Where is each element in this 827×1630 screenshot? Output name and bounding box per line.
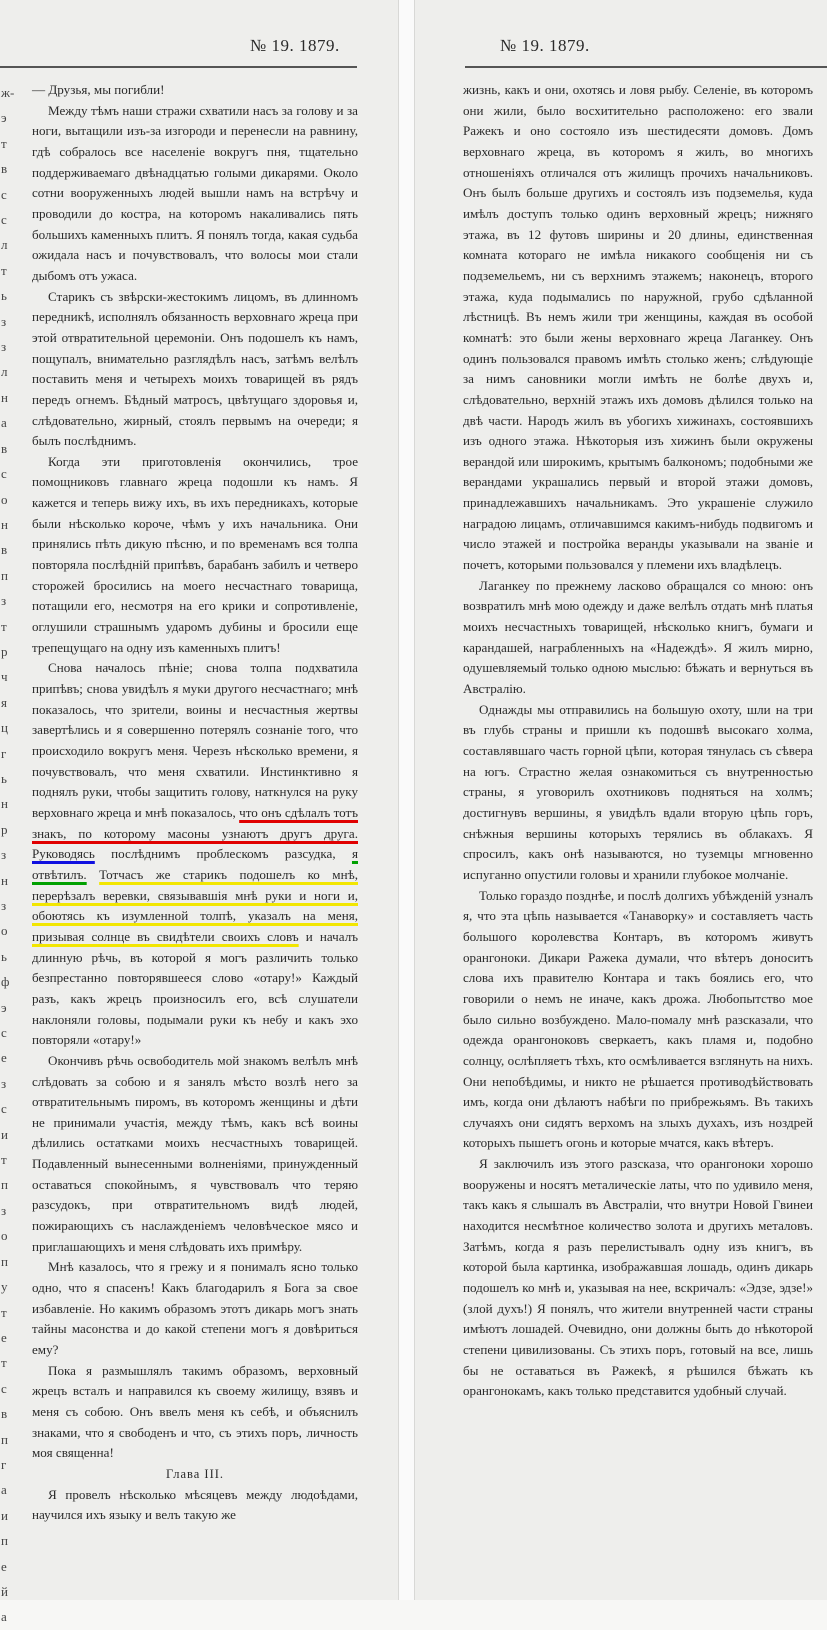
margin-letter: с [1, 186, 7, 202]
header-rule [0, 66, 357, 68]
margin-letter: и [1, 1126, 8, 1142]
page-gutter [398, 0, 415, 1600]
text-span: Снова началось пѣніе; снова толпа подхватила припѣвъ; снова увидѣлъ я муки другого несчастнаго; мнѣ показалось, что зрители, воины и несчастныя жертвы завертѣлись и я совершенно потерялъ сознаніе того, что происходило вокругъ меня. Черезъ нѣсколько времени, я почувствовалъ, что меня схватили. Инстинктивно я поднялъ руки, чтобы защитить голову, наткнулся на руку верховнаго жреца и мнѣ показалось, [32, 660, 358, 820]
right-page [415, 0, 827, 1600]
margin-letter: з [1, 339, 7, 355]
margin-letter: п [1, 1253, 8, 1269]
paragraph: Пока я размышлялъ такимъ образомъ, верховный жрецъ всталъ и направился къ своему жилищу, взявъ и меня съ собою. Онъ ввелъ меня къ себѣ, и объяснилъ знаками, что я свободенъ и что, съ этихъ поръ, личность моя священна! [32, 1362, 358, 1461]
margin-letter: т [1, 618, 7, 634]
paragraph: Между тѣмъ наши стражи схватили насъ за голову и за ноги, вытащили изъ-за изгороди и перенесли на равнину, гдѣ собралось все населеніе вокругъ пня, тщательно поддерживаемаго двѣнадцатью голыми дикарями. Около сотни вооруженныхъ людей вышли намъ на встрѣчу и проводили до костра, на которомъ накаливались пять большихъ каменныхъ плитъ. Я понялъ тогда, какая судьба ожидала насъ и почувствовалъ, что волосы мои стали дыбомъ отъ ужаса. [32, 102, 358, 283]
margin-letter: е [1, 1329, 7, 1345]
margin-letter: в [1, 1406, 8, 1422]
margin-letter: т [1, 1304, 7, 1320]
left-text-column [32, 80, 358, 1526]
header-rule [465, 66, 827, 68]
margin-letter: п [1, 1177, 8, 1193]
margin-letter: п [1, 1431, 8, 1447]
blue-underlined-word: Руководясь [32, 846, 95, 862]
margin-letter: э [1, 110, 7, 126]
left-page [0, 0, 398, 1625]
text-span [87, 867, 99, 882]
margin-letter: с [1, 1380, 7, 1396]
margin-letter: о [1, 491, 8, 507]
margin-letter: ь [1, 770, 7, 786]
paragraph: Мнѣ казалось, что я грежу и я понималъ ясно только одно, что я спасенъ! Какъ благодарилъ я Бога за свое избавленіе. Но какимъ образомъ этотъ дикарь могъ знать тайны масонства и до какой степени могъ я довѣриться ему? [32, 1259, 358, 1358]
margin-letter: с [1, 1025, 7, 1041]
margin-letter: с [1, 1101, 7, 1117]
paragraph: Старикъ съ звѣрски-жестокимъ лицомъ, въ длинномъ передникѣ, исполнялъ обязанность верховнаго жреца при этой отвратительной церемоніи. Онъ подошелъ къ намъ, пощупалъ, внимательно разглядѣлъ насъ, затѣмъ велѣлъ поставить меня и четырехъ моихъ товарищей въ рядъ передъ огнемъ. Бѣдный матросъ, цвѣтущаго здоровья и, слѣдовательно, жирный, стоялъ первымъ на очереди; я былъ послѣднимъ. [32, 288, 358, 449]
margin-letter: п [1, 567, 8, 583]
right-text-column [463, 80, 813, 1402]
margin-letter: з [1, 898, 7, 913]
page-header-issue: № 19. 1879. [250, 36, 340, 55]
margin-letters-cut-off [1, 80, 15, 1630]
margin-letter: е [1, 1558, 7, 1574]
page-header-issue: № 19. 1879. [500, 36, 590, 55]
margin-letter: р [1, 821, 8, 837]
margin-letter: с [1, 212, 7, 228]
paragraph: Я заключилъ изъ этого разсказа, что орангоноки хорошо вооружены и носятъ металическіе латы, что по удивило меня, такъ какъ я слышалъ въ Австраліи, что внутри Новой Гвинеи находится несмѣтное количество золота и другихъ металовъ. Затѣмъ, когда я разъ перелистывалъ одну изъ книгъ, въ которой была картинка, изображавшая лошадь, одинъ дикарь подошелъ ко мнѣ и, указывая на нее, вскричалъ: «Эдзе, эдзе!» (злой духъ!) Я понялъ, что жители внутренней части страны имѣютъ лошадей. Очевидно, они должны быть до нѣкоторой степени цивилизованы. Съ этихъ поръ, готовый на все, лишь бы не оставаться въ Ражекѣ, я рѣшился бѣжать къ орангонокамъ, какъ только представится удобный случай. [463, 1156, 813, 1399]
margin-letter: о [1, 1228, 8, 1244]
paragraph-annotated [32, 658, 358, 1050]
margin-letter: з [1, 1075, 7, 1091]
margin-letter: г [1, 1456, 7, 1472]
margin-letter: н [1, 516, 8, 532]
margin-letter: ж- [1, 85, 15, 100]
margin-letter: я [1, 694, 7, 710]
paragraph: — Друзья, мы погибли! [32, 82, 165, 97]
margin-letter: ь [1, 948, 7, 964]
margin-letter: а [1, 1609, 7, 1625]
paragraph: Однажды мы отправились на большую охоту, шли на три въ глубь страны и пришли къ подошвѣ высокаго холма, составлявшаго часть горной цѣпи, которая тянулась съ сѣвера на югъ. Страстно желая ознакомиться съ внутренностью страны, я уговорилъ охотниковъ подняться на холмъ; достигнувъ вершины, я увидѣлъ вдали вторую цѣпь горъ, снѣжныя вершины которыхъ терялись въ облакахъ. Я спросилъ, какъ онѣ называются, но туземцы мгновенно испуганно опустили головы и хранили глубокое молчаніе. [463, 701, 813, 882]
margin-letter: е [1, 1050, 7, 1066]
red-underlined-phrase: что онъ сдѣлалъ тотъ знакъ, по которому масоны узнаютъ другъ друга. [32, 804, 358, 841]
paragraph: Только гораздо позднѣе, и послѣ долгихъ убѣжденій узналъ я, что эта цѣпь называется «Танаворку» и составляетъ часть большого королевства Контаръ, въ которомъ живутъ орангоноки. Дикари Ражека думали, что вѣтеръ доноситъ слова ихъ правителю Контара и такъ боялись его, что говорили о немъ не иначе, какъ дрожа. Любопытство мое было сильно возбуждено. Мало-помалу мнѣ разсказали, что одежда орангоноковъ сверкаетъ, какъ пламя и, подобно солнцу, ослѣпляетъ тѣхъ, кто осмѣливается взглянуть на нихъ. Они непобѣдимы, и никто не рѣшается противодѣйствовать имъ, когда они дѣлаютъ набѣги по прибрежьямъ. Въ такихъ случаяхъ они сидятъ верхомъ на злыхъ духахъ, изъ ноздрей которыхъ пышетъ огонь и которые мчатся, какъ вѣтеръ. [463, 887, 813, 1151]
margin-letter: т [1, 1152, 7, 1168]
margin-letter: а [1, 415, 7, 431]
green-underlined-phrase: я отвѣтилъ. [32, 846, 358, 882]
margin-letter: л [1, 237, 8, 253]
margin-letter: в [1, 542, 8, 558]
chapter-heading: Глава III. [165, 1466, 225, 1481]
margin-letter: з [1, 313, 7, 329]
margin-letter: с [1, 466, 7, 482]
paragraph: жизнь, какъ и они, охотясь и ловя рыбу. Селеніе, въ которомъ они жили, было восхитительно расположено: его звали Ражекъ и оно состояло изъ шестидесяти домовъ. Домъ верховнаго жреца, въ которомъ я жилъ, во многихъ отношеніяхъ отличался отъ жилищъ прочихъ начальниковъ. Онъ былъ больше другихъ и состоялъ изъ подземелья, куда имѣлъ доступъ только одинъ верховный жрецъ; нижняго этажа, въ 12 футовъ ширины и 20 длины, единственная комната котораго не имѣла никакого сообщенія ни съ подземельемъ, ни съ верхнимъ этажемъ; наконецъ, второго этажа, куда подымались по наружной, грубо сдѣланной лѣстницѣ. Въ немъ жили три женщины, каждая въ особой комнатѣ: это были жены верховнаго жреца Лаганкеу. Онъ одинъ пользовался правомъ имѣть столько женъ; слѣдующіе за нимъ сановники могли имѣть не болѣе двухъ и, слѣдовательно, верхній этажъ ихъ домовъ дѣлился только на двѣ части. Народъ жилъ въ убогихъ хижинахъ, состоявшихъ изъ одного этажа. Нѣкоторыя изъ хижинъ были окружены верандой или широкимъ, крытымъ балкономъ; подобными же верандами украшались первый и второй этажи домовъ, принадлежавшихъ начальникамъ. Это украшеніе служило наградою лицамъ, отличавшимся какимъ-нибудь подвигомъ и число этажей и постройка веранды указывали на званіе и почетъ, которыми пользовался у племени ихъ владѣлецъ. [463, 82, 813, 573]
paragraph: Когда эти приготовленія окончились, трое помощниковъ главнаго жреца подошли къ намъ. Я кажется и теперь вижу ихъ, въ ихъ передникахъ, которые были нѣсколько короче, чѣмъ у ихъ начальника. Они принялись пѣть дикую пѣсню, и по временамъ вся толпа повторяла послѣдній припѣвъ, барабанъ забилъ и четверо сторожей бросились на моего несчастнаго товарища, потащили его, несмотря на его крики и сопротивленіе, оглушили страшнымъ ударомъ дубины и бросили еще трепещущаго на одну изъ каменныхъ плитъ! [32, 453, 358, 655]
margin-letter: у [1, 1279, 8, 1295]
paragraph: Окончивъ рѣчь освободитель мой знакомъ велѣлъ мнѣ слѣдовать за собою и я занялъ мѣсто возлѣ него за отвратительнымъ пиромъ, въ которомъ женщины и дѣти не принимали участія, между тѣмъ, какъ всѣ воины дѣлились остатками моихъ несчастныхъ товарищей. Подавленный вынесенными волненіями, принужденный оставаться спокойнымъ, я чувствовалъ что теряю разсудокъ, при отвратительномъ видѣ людей, пожирающихъ съ наслажденіемъ человѣческое мясо и приглашающихъ и меня слѣдовать ихъ примѣру. [32, 1052, 358, 1254]
margin-letter: п [1, 1533, 8, 1549]
paragraph: Я провелъ нѣсколько мѣсяцевъ между людоѣдами, научился ихъ языку и велъ такую же [32, 1486, 358, 1523]
margin-letter: р [1, 643, 8, 659]
margin-letter: з [1, 593, 7, 609]
paragraph: Лаганкеу по прежнему ласково обращался со мною: онъ возвратилъ мнѣ мою одежду и даже велѣлъ отдать мнѣ платья моихъ несчастныхъ товарищей, нѣсколько книгъ, бумаги и карандашей, награбленныхъ на «Надеждѣ». Я жилъ мирно, одушевляемый только одною мыслью: бѣжать и вернуться въ Австралію. [463, 577, 813, 697]
margin-letter: з [1, 1202, 7, 1218]
margin-letter: в [1, 161, 8, 177]
margin-letter: й [1, 1583, 8, 1599]
margin-letter: в [1, 440, 8, 456]
margin-letter: г [1, 745, 7, 761]
margin-letter: ц [1, 720, 8, 736]
margin-letter: н [1, 389, 8, 405]
margin-letter: э [1, 999, 7, 1015]
margin-letter: а [1, 1482, 7, 1498]
margin-letter: н [1, 872, 8, 888]
margin-letter: з [1, 847, 7, 863]
margin-letter: ч [1, 669, 8, 685]
margin-letter: о [1, 923, 8, 939]
margin-letter: ф [1, 974, 10, 990]
margin-letter: л [1, 364, 8, 380]
margin-letter: н [1, 796, 8, 812]
text-span: и началъ длинную рѣчь, въ которой я могъ различить только безпрестанно повторявшееся слово «отару!» Каждый разъ, какъ жрецъ произносилъ его, всѣ слушатели наклоняли головы, подымали руки къ небу и какъ эхо повторяли «отару!» [32, 928, 358, 1048]
yellow-underlined-passage: Тотчасъ же старикъ подошелъ ко мнѣ, перерѣзалъ веревки, связывавшія мнѣ руки и ноги и, обоютясь къ изумленной толпѣ, указалъ на меня, призывая солнце въ свидѣтели своихъ словъ [32, 866, 358, 944]
margin-letter: т [1, 1355, 7, 1371]
text-span: послѣднимъ проблескомъ разсудка, [94, 846, 352, 862]
margin-letter: и [1, 1507, 8, 1523]
margin-letter: т [1, 135, 7, 151]
margin-letter: ь [1, 288, 7, 304]
margin-letter: т [1, 262, 7, 278]
